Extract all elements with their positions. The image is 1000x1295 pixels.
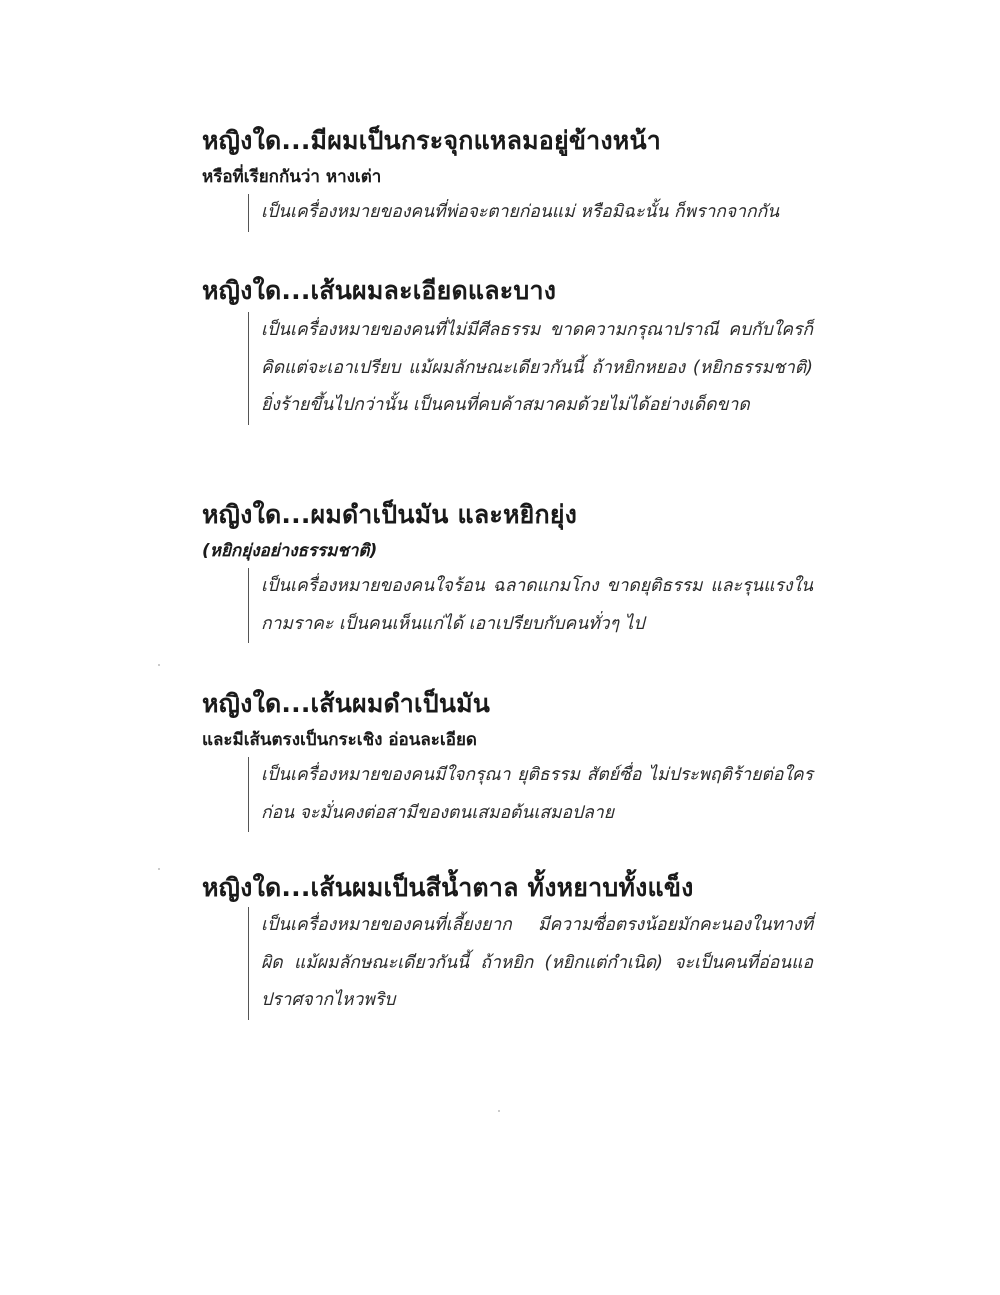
hair-section-3 <box>202 498 822 643</box>
hair-section-5 <box>202 871 822 1020</box>
section-body: เป็นเครื่องหมายของคนที่เลี้ยงยาก มีความซื่อตรงน้อยมักคะนองในทางที่ผิด แม้ผมลักษณะเดียวกันนี้ ถ้าหยิก (หยิกแต่กำเนิด) จะเป็นคนที่อ่อนแอ ปราศจากไหวพริบ <box>248 907 813 1020</box>
section-heading: หญิงใด...มีผมเป็นกระจุกแหลมอยู่ข้างหน้า <box>202 126 662 155</box>
section-body: เป็นเครื่องหมายของคนใจร้อน ฉลาดแกมโกง ขาดยุติธรรม และรุนแรงในกามราคะ เป็นคนเห็นแก่ได้ เอาเปรียบกับคนทั่วๆ ไป <box>248 568 813 643</box>
hair-section-4 <box>202 687 822 832</box>
section-subheading: (หยิกยุ่งอย่างธรรมชาติ) <box>202 541 378 561</box>
scan-speck <box>498 1110 500 1112</box>
section-subheading: และมีเส้นตรงเป็นกระเชิง อ่อนละเอียด <box>202 730 477 750</box>
hair-section-2 <box>202 274 822 425</box>
scan-speck <box>158 868 160 870</box>
section-body: เป็นเครื่องหมายของคนที่ไม่มีศีลธรรม ขาดความกรุณาปราณี คบกับใครก็คิดแต่จะเอาเปรียบ แม้ผมลักษณะเดียวกันนี้ ถ้าหยิกหยอง (หยิกธรรมชาติ) ยิ่งร้ายขึ้นไปกว่านั้น เป็นคนที่คบค้าสมาคมด้วยไม่ได้อย่างเด็ดขาด <box>248 312 813 425</box>
section-heading: หญิงใด...ผมดำเป็นมัน และหยิกยุ่ง <box>202 500 578 529</box>
hair-section-1 <box>202 124 822 232</box>
section-heading: หญิงใด...เส้นผมละเอียดและบาง <box>202 276 557 305</box>
section-heading: หญิงใด...เส้นผมดำเป็นมัน <box>202 689 491 718</box>
section-heading: หญิงใด...เส้นผมเป็นสีน้ำตาล ทั้งหยาบทั้งแข็ง <box>202 873 694 902</box>
section-subheading: หรือที่เรียกกันว่า หางเต่า <box>202 167 382 187</box>
section-body: เป็นเครื่องหมายของคนมีใจกรุณา ยุติธรรม สัตย์ซื่อ ไม่ประพฤติร้ายต่อใครก่อน จะมั่นคงต่อสามีของตนเสมอต้นเสมอปลาย <box>248 757 813 832</box>
section-body: เป็นเครื่องหมายของคนที่พ่อจะตายก่อนแม่ หรือมิฉะนั้น ก็พรากจากกัน <box>248 194 813 232</box>
scan-speck <box>158 664 160 666</box>
